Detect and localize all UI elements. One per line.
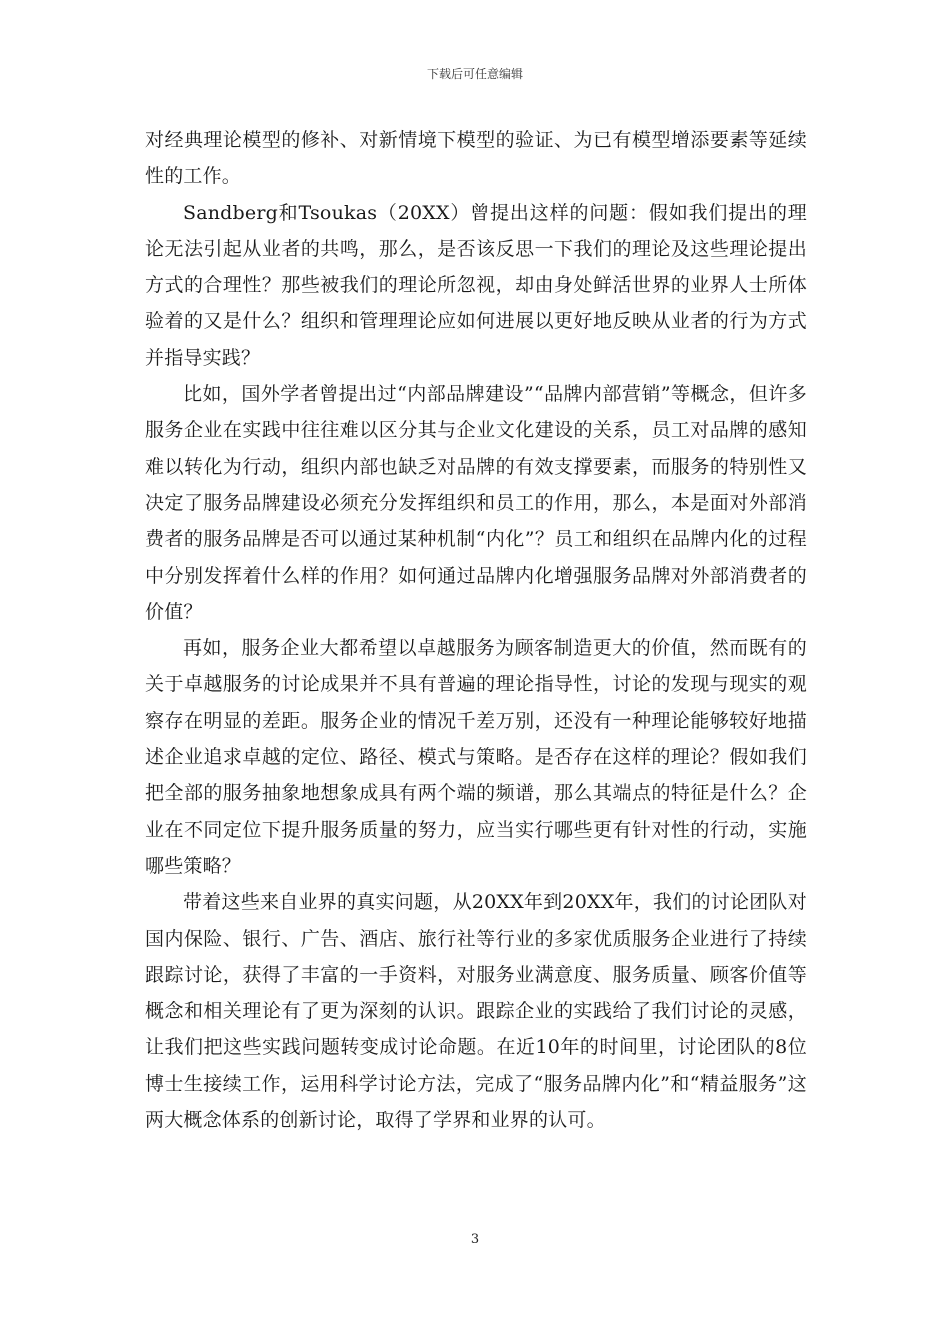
page-number: 3 <box>470 1232 480 1247</box>
document-body <box>145 122 807 1138</box>
paragraph-brand-internalization: 比如，国外学者曾提出过“内部品牌建设”“品牌内部营销”等概念，但许多服务企业在实践中往往难以区分其与企业文化建设的关系，员工对品牌的感知难以转化为行动，组织内部也缺乏对品牌的有效支撑要素，而服务的特别性又决定了服务品牌建设必须充分发挥组织和员工的作用，那么，本是面对外部消费者的服务品牌是否可以通过某种机制“内化”？员工和组织在品牌内化的过程中分别发挥着什么样的作用？如何通过品牌内化增强服务品牌对外部消费者的价值？ <box>145 383 807 623</box>
paragraph-service-excellence: 再如，服务企业大都希望以卓越服务为顾客制造更大的价值，然而既有的关于卓越服务的讨论成果并不具有普遍的理论指导性，讨论的发现与现实的观察存在明显的差距。服务企业的情况千差万别，还没有一种理论能够较好地描述企业追求卓越的定位、路径、模式与策略。是否存在这样的理论？假如我们把全部的服务抽象地想象成具有两个端的频谱，那么其端点的特征是什么？企业在不同定位下提升服务质量的努力，应当实行哪些更有针对性的行动，实施哪些策略？ <box>145 637 807 877</box>
paragraph-research-team: 带着这些来自业界的真实问题，从20XX年到20XX年，我们的讨论团队对国内保险、银行、广告、酒店、旅行社等行业的多家优质服务企业进行了持续跟踪讨论，获得了丰富的一手资料，对服务业满意度、服务质量、顾客价值等概念和相关理论有了更为深刻的认识。跟踪企业的实践给了我们讨论的灵感，让我们把这些实践问题转变成讨论命题。在近10年的时间里，讨论团队的8位博士生接续工作，运用科学讨论方法，完成了“服务品牌内化”和“精益服务”这两大概念体系的创新讨论，取得了学界和业界的认可。 <box>145 891 807 1132</box>
paragraph-continuation: 对经典理论模型的修补、对新情境下模型的验证、为已有模型增添要素等延续性的工作。 <box>145 129 807 188</box>
page-header: 下载后可任意编辑 <box>426 67 523 81</box>
paragraph-sandberg-question: Sandberg和Tsoukas（20XX）曾提出这样的问题：假如我们提出的理论无法引起从业者的共鸣，那么，是否该反思一下我们的理论及这些理论提出方式的合理性？那些被我们的理论所忽视，却由身处鲜活世界的业界人士所体验着的又是什么？组织和管理理论应如何进展以更好地反映从业者的行为方式并指导实践？ <box>145 201 807 369</box>
